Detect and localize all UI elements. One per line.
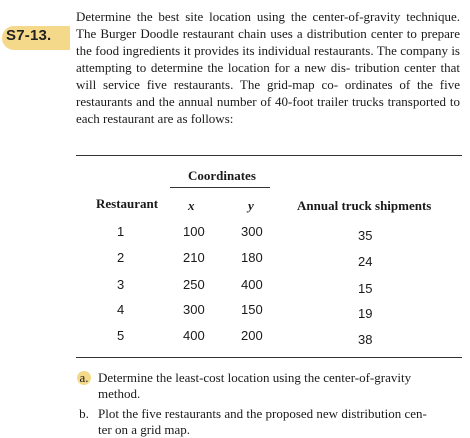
y-cell: 400 <box>241 277 263 292</box>
x-cell: 300 <box>183 302 205 317</box>
shipments-cell: 19 <box>358 306 373 321</box>
question-line: Determine the least-cost location using the center-of-gravity <box>98 370 412 385</box>
statement-line: The company is attempting to determine the location for a new dis- <box>76 43 460 75</box>
shipments-cell: 35 <box>358 228 373 243</box>
x-column-header: x <box>188 198 195 213</box>
y-cell: 200 <box>241 328 263 343</box>
problem-number: S7-13. <box>6 27 52 44</box>
statement-line: tribution center that will service five restaurants. The grid-map co- <box>76 60 460 92</box>
restaurant-cell: 2 <box>117 250 125 265</box>
shipments-cell: 15 <box>358 281 373 296</box>
statement-line: trailer trucks transported to each restaurant are as follows: <box>76 94 460 126</box>
question-line: Plot the five restaurants and the proposed new distribution cen- <box>98 406 427 421</box>
coordinates-header: Coordinates <box>188 168 256 183</box>
shipments-column-header: Annual truck shipments <box>297 198 432 213</box>
table-row <box>0 302 470 328</box>
table-row <box>0 250 470 276</box>
table-top-rule <box>76 155 462 156</box>
restaurant-cell: 5 <box>117 328 125 343</box>
statement-line: Determine the best site location using the center-of-gravity technique. <box>76 9 460 24</box>
question-a <box>76 370 460 402</box>
statement-line: prepare the food ingredients it provides its individual restaurants. <box>76 26 460 58</box>
shipments-cell: 24 <box>358 254 373 269</box>
table-row <box>0 277 470 303</box>
restaurant-cell: 1 <box>117 224 125 239</box>
problem-statement <box>76 8 460 127</box>
question-letter: a. <box>77 371 91 385</box>
coordinates-underline <box>170 187 270 188</box>
statement-line: ordinates of the five restaurants and the annual number of 40-foot <box>76 77 460 109</box>
restaurant-cell: 3 <box>117 277 125 292</box>
y-cell: 300 <box>241 224 263 239</box>
question-line: ter on a grid map. <box>98 422 191 437</box>
y-cell: 150 <box>241 302 263 317</box>
x-cell: 400 <box>183 328 205 343</box>
question-letter: b. <box>79 406 89 421</box>
table-row <box>0 328 470 354</box>
x-cell: 210 <box>183 250 205 265</box>
y-column-header: y <box>248 198 254 213</box>
question-b <box>76 406 460 438</box>
statement-line: The Burger Doodle restaurant chain uses a distribution center to <box>76 26 422 41</box>
y-cell: 180 <box>241 250 263 265</box>
table-row <box>0 224 470 250</box>
x-cell: 100 <box>183 224 205 239</box>
restaurant-column-header: Restaurant <box>96 196 159 211</box>
shipments-cell: 38 <box>358 332 373 347</box>
question-line: method. <box>98 386 141 401</box>
restaurant-cell: 4 <box>117 302 125 317</box>
x-cell: 250 <box>183 277 205 292</box>
table-bottom-rule <box>76 357 462 358</box>
